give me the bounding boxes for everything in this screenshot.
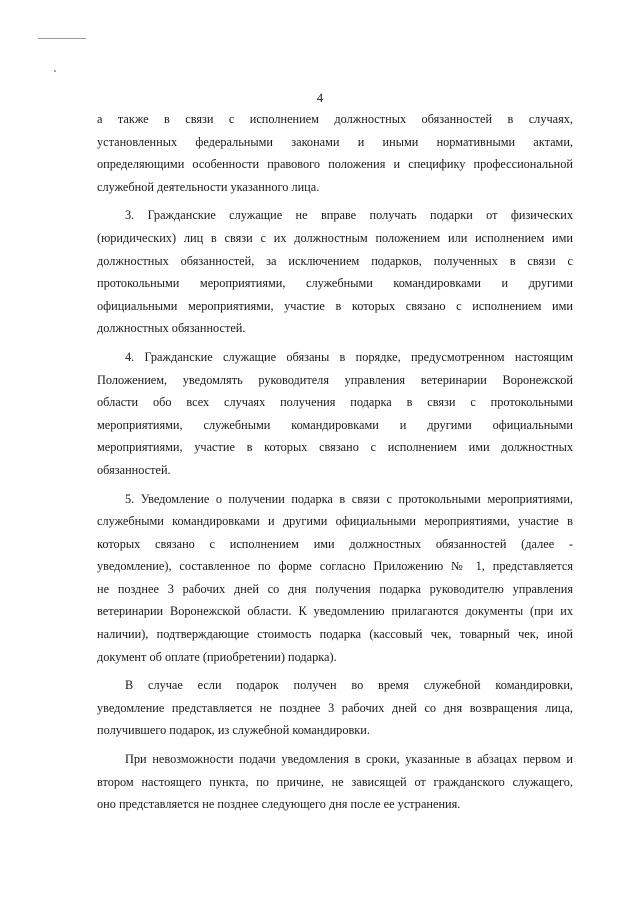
text-line: наличии), подтверждающие стоимость подарка (кассовый чек, товарный чек, иной (97, 627, 573, 642)
scan-artifact-line (38, 38, 86, 39)
text-line: мероприятиями, участие в которых связано с исполнением ими должностных (97, 440, 573, 455)
paragraph (97, 488, 573, 669)
document-body (97, 108, 573, 816)
text-line: должностных обязанностей, за исключением подарков, полученных в связи с (97, 253, 573, 268)
text-line: служебными командировками и другими официальными мероприятиями, участие в (97, 514, 573, 529)
paragraph (97, 674, 573, 742)
text-line: 4. Гражданские служащие обязаны в порядке, предусмотренном настоящим (125, 349, 573, 364)
text-line: уведомление представляется не позднее 3 рабочих дней со дня возвращения лица, (97, 700, 573, 715)
page-number: 4 (316, 91, 324, 105)
text-line: официальными мероприятиями, участие в которых связано с исполнением ими (97, 298, 573, 313)
text-line: 5. Уведомление о получении подарка в связи с протокольными мероприятиями, (125, 491, 573, 506)
text-line: ветеринарии Воронежской области. К уведомлению прилагаются документы (при их (97, 604, 573, 619)
text-line: уведомление), составленное по форме согласно Приложению № 1, представляется (97, 559, 573, 574)
scan-artifact-dot (54, 70, 56, 72)
text-line: втором настоящего пункта, по причине, не зависящей от гражданского служащего, (97, 774, 573, 789)
text-line: не позднее 3 рабочих дней со дня получения подарка руководителю управления (97, 581, 573, 596)
paragraph (97, 346, 573, 482)
text-line: При невозможности подачи уведомления в сроки, указанные в абзацах первом и (125, 752, 573, 767)
text-line: документ об оплате (приобретении) подарка). (97, 649, 337, 664)
text-line: (юридических) лиц в связи с их должностным положением или исполнением ими (97, 230, 573, 245)
text-line: а также в связи с исполнением должностных обязанностей в случаях, (97, 112, 573, 126)
text-line: служебной деятельности указанного лица. (97, 179, 320, 194)
text-line: мероприятиями, служебными командировками и другими официальными (97, 417, 573, 432)
paragraph (97, 204, 573, 340)
text-line: должностных обязанностей. (97, 321, 246, 336)
text-line: установленных федеральными законами и иными нормативными актами, (97, 134, 573, 149)
paragraph (97, 108, 573, 198)
text-line: области обо всех случаях получения подарка в связи с протокольными (97, 395, 573, 410)
text-line: обязанностей. (97, 462, 171, 477)
text-line: оно представляется не позднее следующего дня после ее устранения. (97, 797, 461, 812)
text-line: протокольными мероприятиями, служебными командировками и другими (97, 276, 573, 291)
text-line: получившего подарок, из служебной командировки. (97, 723, 370, 738)
text-line: 3. Гражданские служащие не вправе получать подарки от физических (125, 208, 573, 223)
text-line: В случае если подарок получен во время служебной командировки, (125, 678, 573, 693)
text-line: определяющими особенности правового положения и специфику профессиональной (97, 157, 573, 172)
text-line: Положением, уведомлять руководителя управления ветеринарии Воронежской (97, 372, 573, 387)
text-line: которых связано с исполнением ими должностных обязанностей (далее - (97, 536, 573, 551)
paragraph (97, 748, 573, 816)
